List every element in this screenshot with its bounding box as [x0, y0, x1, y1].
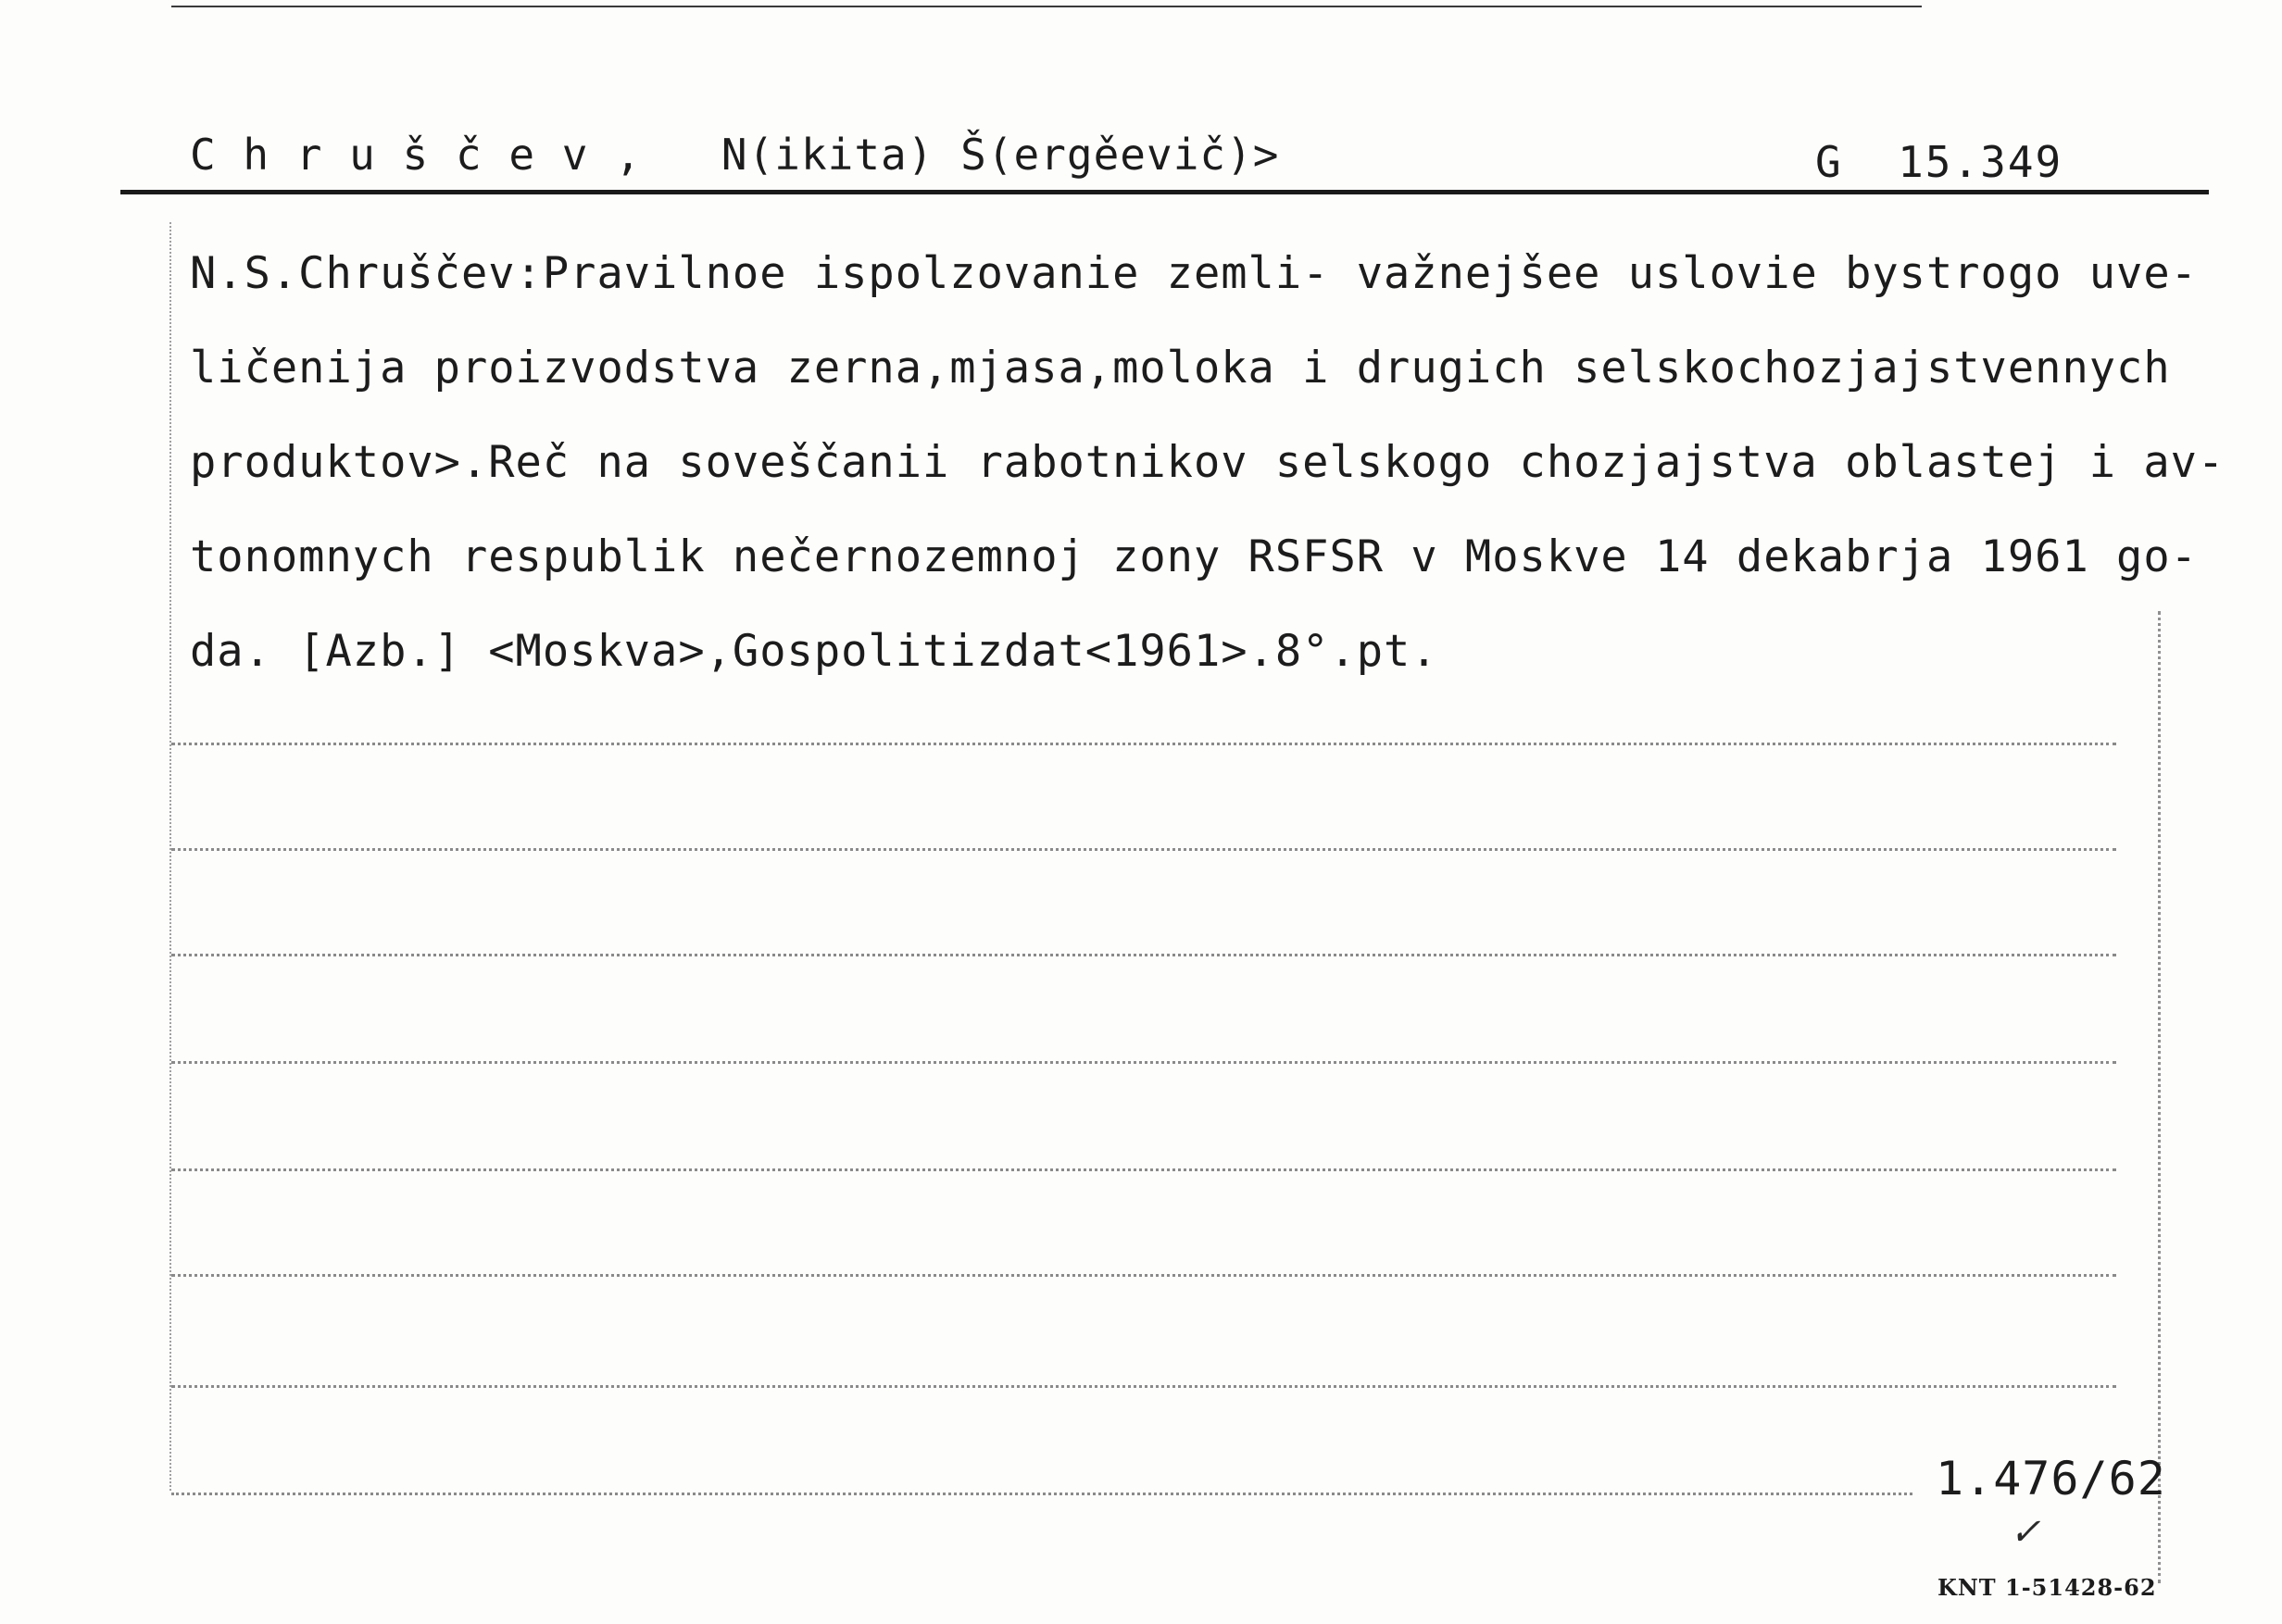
author-heading: C h r u š č e v , N(ikita) Š(ergěevič)> — [190, 130, 1280, 180]
entry-line-2: ličenija proizvodstva zerna,mjasa,moloka i drugich selskochozjajstvennych — [190, 343, 2171, 394]
ruled-line — [171, 1385, 2116, 1388]
ruled-line — [171, 1493, 1912, 1495]
heading-rule — [120, 190, 2209, 194]
ruled-line — [171, 1168, 2116, 1171]
accession-number: 1.476/62 — [1936, 1452, 2166, 1505]
entry-line-3: produktov>.Reč na soveščanii rabotnikov selskogo chozjajstva oblastej i av- — [190, 437, 2226, 488]
print-code: KNT 1-51428-62 — [1937, 1574, 2157, 1601]
entry-line-5: da. [Azb.] <Moskva>,Gospolitizdat<1961>.8°.pt. — [190, 626, 1438, 677]
check-mark-icon: ✓ — [2010, 1511, 2041, 1554]
left-margin-rule — [169, 222, 171, 1491]
ruled-line — [171, 1274, 2116, 1277]
entry-line-1: N.S.Chruščev:Pravilnoe ispolzovanie zemli- važnejšee uslovie bystrogo uve- — [190, 248, 2198, 299]
call-number: G 15.349 — [1815, 137, 2063, 187]
ruled-line — [171, 1061, 2116, 1064]
card-top-border — [171, 6, 1922, 7]
ruled-line — [171, 954, 2116, 956]
ruled-line — [171, 743, 2116, 745]
right-margin-rule — [2158, 611, 2161, 1583]
entry-line-4: tonomnych respublik nečernozemnoj zony RSFSR v Moskve 14 dekabrja 1961 go- — [190, 531, 2198, 582]
ruled-line — [171, 848, 2116, 851]
